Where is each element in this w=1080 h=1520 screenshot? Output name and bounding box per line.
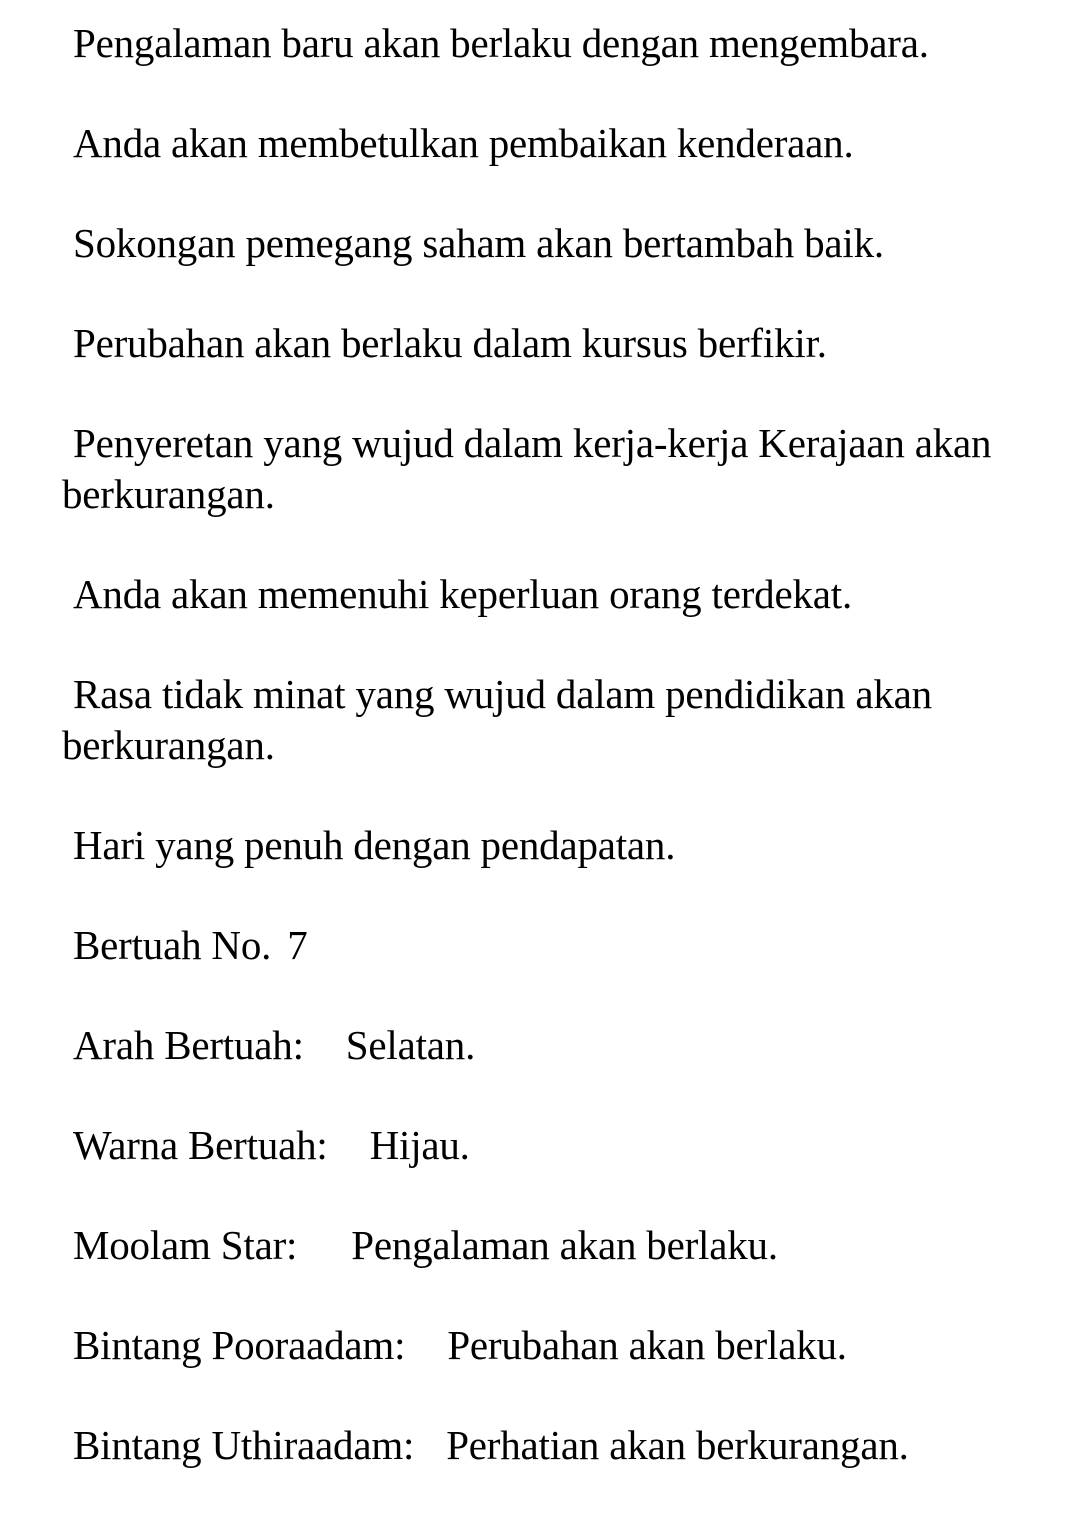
prediction-thinking: Perubahan akan berlaku dalam kursus berfikir. <box>73 320 827 366</box>
prediction-shareholders: Sokongan pemegang saham akan bertambah baik. <box>73 220 884 266</box>
prediction-education: Rasa tidak minat yang wujud dalam pendidikan akan berkurangan. <box>62 671 932 768</box>
lucky-number-label: Bertuah No. <box>73 922 272 968</box>
prediction-government-work: Penyeretan yang wujud dalam kerja-kerja Kerajaan akan berkurangan. <box>62 420 992 517</box>
lucky-number-value: 7 <box>287 922 308 968</box>
star-pooraadam-value: Perubahan akan berlaku. <box>447 1322 847 1368</box>
prediction-income: Hari yang penuh dengan pendapatan. <box>73 822 676 868</box>
star-uthiraadam-value: Perhatian akan berkurangan. <box>446 1422 909 1468</box>
star-uthiraadam-label: Bintang Uthiraadam: <box>73 1422 415 1468</box>
star-moolam-label: Moolam Star: <box>73 1222 298 1268</box>
star-pooraadam-label: Bintang Pooraadam: <box>73 1322 406 1368</box>
lucky-color-row <box>62 1120 1032 1171</box>
lucky-color-label: Warna Bertuah: <box>73 1122 328 1168</box>
horoscope-article <box>62 18 1032 1520</box>
star-pooraadam-row <box>62 1320 1032 1371</box>
lucky-direction-label: Arah Bertuah: <box>73 1022 304 1068</box>
prediction-travel: Pengalaman baru akan berlaku dengan mengembara. <box>73 20 929 66</box>
lucky-number-row <box>62 920 1032 971</box>
star-moolam-value: Pengalaman akan berlaku. <box>351 1222 778 1268</box>
lucky-direction-value: Selatan. <box>345 1022 476 1068</box>
lucky-direction-row <box>62 1020 1032 1071</box>
prediction-vehicle: Anda akan membetulkan pembaikan kenderaan. <box>73 120 854 166</box>
star-moolam-row <box>62 1220 1032 1271</box>
star-uthiraadam-row <box>62 1420 1032 1471</box>
lucky-color-value: Hijau. <box>369 1122 470 1168</box>
prediction-close-people: Anda akan memenuhi keperluan orang terdekat. <box>73 571 852 617</box>
